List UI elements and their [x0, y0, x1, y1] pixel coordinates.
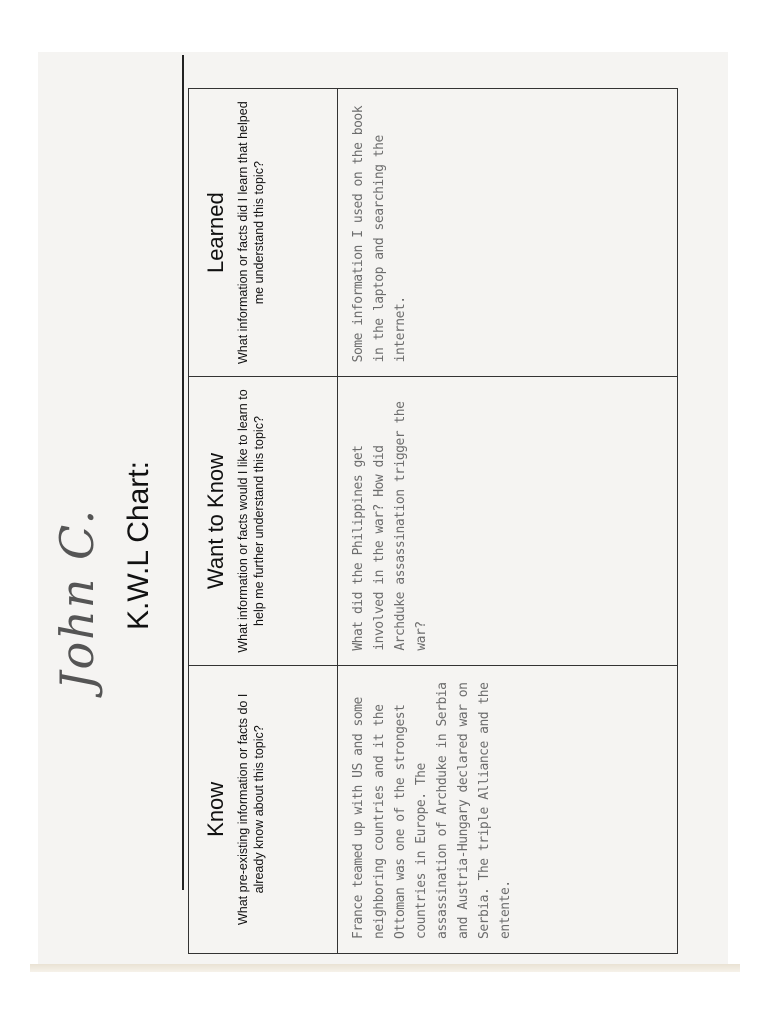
page-title: K.W.L Chart: — [122, 461, 155, 630]
want-to-know-heading: Want to Know — [203, 452, 228, 590]
learned-header-cell — [189, 89, 338, 377]
student-signature: John C. — [50, 507, 104, 690]
title-underline — [182, 55, 184, 890]
know-response-cell[interactable] — [338, 665, 678, 953]
know-heading: Know — [203, 781, 228, 837]
learned-handwritten-response: Some information I used on the book in the laptop and searching the internet. — [351, 98, 408, 363]
want-to-know-handwritten-response: What did the Philippines get involved in the war? How did Archduke assassination trigger the war? — [351, 394, 429, 651]
know-question: What pre-existing information or facts do I already know about this topic? — [236, 693, 267, 926]
know-handwritten-response: France teamed up with US and some neighboring countries and it the Ottoman was one of the strongest countries in Europe. The assassination of Archduke in Serbia and Austria-Hungary declared war on Serbia. The triple Alliance and the entente. — [351, 675, 513, 939]
learned-response-cell[interactable] — [338, 89, 678, 377]
header-row — [189, 89, 338, 954]
want-to-know-question: What information or facts would I like to learn to help me further understand this topic? — [236, 389, 267, 653]
kwl-table — [188, 88, 678, 954]
want-to-know-response-cell[interactable] — [338, 377, 678, 665]
learned-heading: Learned — [203, 192, 228, 274]
response-row — [338, 89, 678, 954]
want-to-know-header-cell — [189, 377, 338, 665]
know-header-cell — [189, 665, 338, 953]
worksheet-page — [42, 50, 702, 1010]
learned-question: What information or facts did I learn that helped me understand this topic? — [236, 101, 267, 364]
